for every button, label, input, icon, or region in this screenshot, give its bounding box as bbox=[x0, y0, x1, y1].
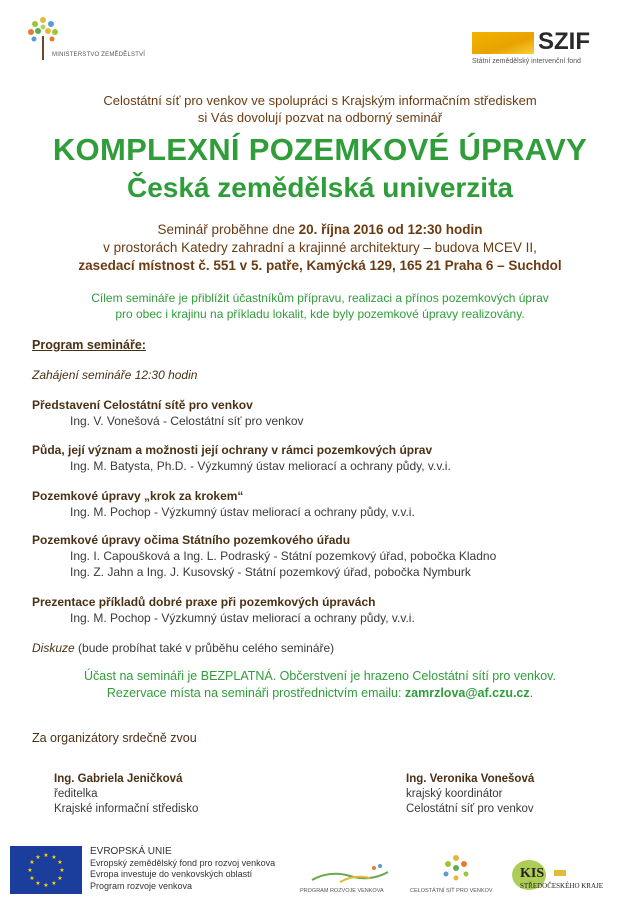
participation-line-1: Účast na semináři je BEZPLATNÁ. Občerstvení je hrazeno Celostátní sítí pro venkov. bbox=[84, 669, 556, 683]
program-item-speaker: Ing. V. Vonešová - Celostátní síť pro venkov bbox=[70, 414, 304, 428]
svg-text:★: ★ bbox=[51, 854, 57, 861]
organizer-role: krajský koordinátor bbox=[406, 788, 503, 800]
goal-line-1: Cílem semináře je přiblížit účastníkům přípravu, realizaci a přínos pozemkových úprav bbox=[91, 291, 549, 305]
organizer-org: Krajské informační středisko bbox=[54, 803, 199, 815]
eu-flag-icon bbox=[10, 846, 82, 894]
network-icon bbox=[436, 852, 476, 884]
invitation-line-1: Celostátní síť pro venkov ve spolupráci s Krajským informačním střediskem bbox=[103, 93, 537, 108]
reservation-suffix: . bbox=[529, 686, 534, 700]
details-line-3: zasedací místnost č. 551 v 5. patře, Kamýcká 129, 165 21 Praha 6 – Suchdol bbox=[78, 258, 562, 273]
csv-logo bbox=[410, 852, 500, 896]
goal-line-2: pro obec i krajinu na příkladu lokalit, kde byly pozemkové úpravy realizovány. bbox=[115, 307, 525, 321]
szif-subtitle: Státní zemědělský intervenční fond bbox=[472, 58, 581, 65]
svg-text:★: ★ bbox=[35, 854, 41, 861]
kis-flag-icon bbox=[554, 870, 566, 876]
svg-text:★: ★ bbox=[43, 852, 49, 859]
kis-logo bbox=[512, 860, 622, 896]
program-item-speaker: Ing. M. Pochop - Výzkumný ústav meliorací a ochrany půdy, v.v.i. bbox=[70, 505, 415, 519]
organizer-org: Celostátní síť pro venkov bbox=[406, 803, 534, 815]
svg-text:★: ★ bbox=[57, 875, 63, 882]
program-opening: Zahájení semináře 12:30 hodin bbox=[32, 368, 198, 382]
eu-line: Program rozvoje venkova bbox=[90, 880, 193, 891]
program-item-title: Pozemkové úpravy „krok za krokem“ bbox=[32, 489, 244, 503]
organizers-intro: Za organizátory srdečně zvou bbox=[32, 731, 197, 745]
szif-flag-icon bbox=[472, 32, 534, 54]
page-title: KOMPLEXNÍ POZEMKOVÉ ÚPRAVY bbox=[52, 132, 588, 167]
svg-text:★: ★ bbox=[51, 880, 57, 887]
kis-sub: STŘEDOČESKÉHO KRAJE bbox=[520, 882, 604, 890]
organizer-right bbox=[406, 772, 534, 817]
program-item-title: Pozemkové úpravy očima Státního pozemkového úřadu bbox=[32, 533, 351, 547]
kis-name: KIS bbox=[520, 866, 545, 881]
svg-text:★: ★ bbox=[59, 867, 65, 874]
svg-text:★: ★ bbox=[57, 859, 63, 866]
program-item-2 bbox=[32, 443, 622, 473]
landscape-icon bbox=[310, 862, 390, 884]
svg-text:★: ★ bbox=[43, 882, 49, 889]
organizer-name: Ing. Veronika Vonešová bbox=[406, 773, 535, 785]
program-item-title: Představení Celostátní sítě pro venkov bbox=[32, 398, 253, 412]
program-item-speaker: Ing. M. Pochop - Výzkumný ústav meliorací a ochrany půdy, v.v.i. bbox=[70, 611, 415, 625]
program-heading: Program semináře: bbox=[32, 338, 146, 352]
eu-title: EVROPSKÁ UNIE bbox=[90, 846, 172, 857]
program-item-5 bbox=[32, 595, 622, 625]
details-line-2: v prostorách Katedry zahradní a krajinné architektury – budova MCEV II, bbox=[103, 240, 537, 255]
page-subtitle: Česká zemědělská univerzita bbox=[127, 172, 513, 203]
program-item-1 bbox=[32, 398, 622, 428]
invitation-line-2: si Vás dovolují pozvat na odborný seminář bbox=[197, 110, 443, 125]
program-item-title: Půda, její význam a možnosti její ochrany v rámci pozemkových úprav bbox=[32, 443, 433, 457]
program-item-speaker: Ing. I. Capoušková a Ing. L. Podraský - Státní pozemkový úřad, pobočka Kladno bbox=[70, 549, 497, 563]
ministry-name: MINISTERSTVO ZEMĚDĚLSTVÍ bbox=[52, 52, 146, 58]
participation-line-2 bbox=[0, 686, 640, 700]
details-date: 20. října 2016 od 12:30 hodin bbox=[298, 222, 483, 237]
details-prefix: Seminář proběhne dne bbox=[157, 222, 299, 237]
organizer-role: ředitelka bbox=[54, 788, 98, 800]
eu-text bbox=[90, 846, 275, 892]
organizer-left bbox=[54, 772, 198, 817]
svg-text:★: ★ bbox=[29, 859, 35, 866]
svg-text:★: ★ bbox=[27, 867, 33, 874]
szif-logo bbox=[470, 28, 620, 68]
svg-text:★: ★ bbox=[29, 875, 35, 882]
ministry-logo bbox=[26, 14, 186, 64]
program-item-speaker: Ing. Z. Jahn a Ing. J. Kusovský - Státní pozemkový úřad, pobočka Nymburk bbox=[70, 565, 471, 579]
discussion-word: Diskuze bbox=[32, 641, 75, 655]
prv-label: PROGRAM ROZVOJE VENKOVA bbox=[300, 888, 384, 894]
program-item-speaker: Ing. M. Batysta, Ph.D. - Výzkumný ústav meliorací a ochrany půdy, v.v.i. bbox=[70, 459, 451, 473]
program-discussion bbox=[32, 641, 334, 655]
program-item-3 bbox=[32, 489, 622, 519]
szif-name: SZIF bbox=[538, 28, 590, 55]
program-item-4 bbox=[32, 533, 622, 579]
reservation-text: Rezervace místa na semináři prostřednictvím emailu: bbox=[106, 686, 405, 700]
discussion-note: (bude probíhat také v průběhu celého semináře) bbox=[74, 641, 335, 655]
program-item-title: Prezentace příkladů dobré praxe při pozemkových úpravách bbox=[32, 595, 376, 609]
email-link[interactable]: zamrzlova@af.czu.cz bbox=[404, 686, 530, 700]
prv-logo bbox=[300, 862, 400, 896]
eu-line: Evropa investuje do venkovských oblastí bbox=[90, 869, 253, 879]
organizer-name: Ing. Gabriela Jeničková bbox=[54, 773, 183, 785]
eu-line: Evropský zemědělský fond pro rozvoj venkova bbox=[90, 857, 276, 868]
csv-label: CELOSTÁTNÍ SÍŤ PRO VENKOV bbox=[410, 888, 493, 894]
details-line-1 bbox=[0, 222, 640, 237]
svg-text:★: ★ bbox=[35, 880, 41, 887]
